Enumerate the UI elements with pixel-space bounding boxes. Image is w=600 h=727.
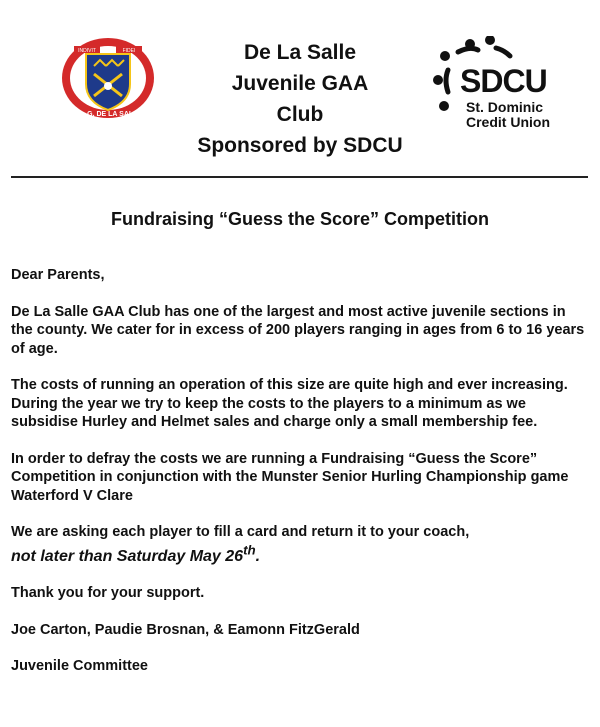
deadline <box>11 542 261 565</box>
competition-heading: Fundraising “Guess the Score” Competition <box>110 209 490 229</box>
de-la-salle-crest-logo <box>60 36 156 120</box>
sdcu-name: SDCU <box>460 63 547 99</box>
greeting: Dear Parents, <box>11 267 105 283</box>
thanks: Thank you for your support. <box>11 585 205 602</box>
paragraph-club-intro: De La Salle GAA Club has one of the largest and most active juvenile sections in the county. We cater for in excess of 200 players ranging in ages from 6 to 16 years of age. <box>11 303 585 357</box>
title-line-1: De La Salle <box>243 41 357 64</box>
title-line-3: Club <box>276 103 324 126</box>
crest-motto-right: FIDEI <box>122 48 136 54</box>
header-divider <box>11 176 588 178</box>
paragraph-request <box>11 523 591 566</box>
sdcu-subtitle <box>466 100 550 130</box>
paragraph-costs: The costs of running an operation of this size are quite high and ever increasing. During the year we try to keep the costs to the players to a minimum as we subsidise Hurley and Helmet sales and charge only a small membership fee. <box>11 377 568 430</box>
sdcu-sub-line-2: Credit Union <box>466 114 550 130</box>
deadline-end: . <box>255 547 261 565</box>
deadline-suffix: th <box>243 542 256 558</box>
committee: Juvenile Committee <box>11 658 148 675</box>
signatories: Joe Carton, Paudie Brosnan, & Eamonn FitzGerald <box>11 621 360 638</box>
deadline-main: not later than Saturday May 26 <box>11 547 244 565</box>
request-text: We are asking each player to fill a card and return it to your coach, <box>11 524 470 540</box>
paragraph-fundraiser: In order to defray the costs we are running a Fundraising “Guess the Score” Competition in conjunction with the Munster Senior Hurling Championship game Waterford V Clare <box>11 450 569 504</box>
crest-banner: C.L.G. DE LA SALLE <box>73 111 143 118</box>
crest-motto-left: INDIVIT <box>78 48 96 54</box>
title-line-2: Juvenile GAA <box>231 72 369 95</box>
letter-body <box>11 266 591 694</box>
sdcu-sub-line-1: St. Dominic <box>466 99 544 115</box>
title-line-4: Sponsored by SDCU <box>197 134 403 157</box>
header-title <box>180 37 420 161</box>
